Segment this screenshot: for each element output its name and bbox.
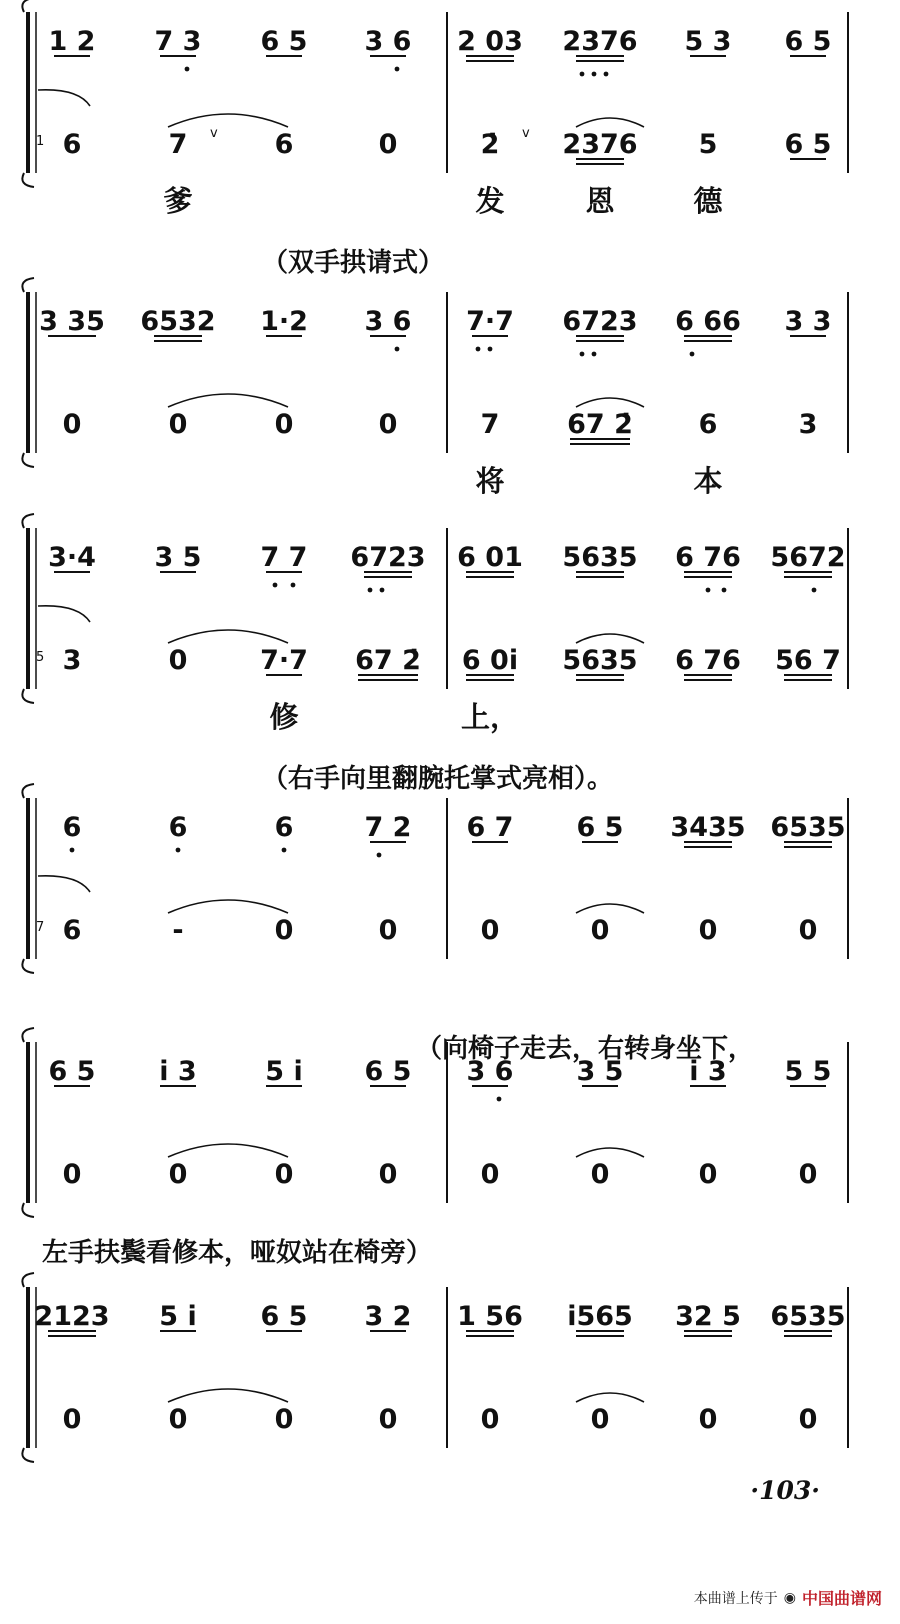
bottom-note: 0	[480, 915, 500, 946]
octave-dot	[377, 853, 382, 858]
stage-direction: （右手向里翻腕托掌式亮相）。	[262, 764, 614, 794]
top-note: 3 5	[576, 1056, 624, 1087]
stage-direction: （双手拱请式）	[262, 248, 445, 278]
octave-dot	[273, 583, 278, 588]
top-note: 6	[168, 812, 188, 843]
top-note: 5 i	[159, 1301, 197, 1332]
bottom-note: 67 2̇	[567, 409, 633, 440]
bottom-note: 0	[274, 915, 294, 946]
octave-dot	[604, 72, 609, 77]
top-note: 3·4	[48, 542, 96, 573]
breath-mark: v	[522, 126, 530, 141]
bottom-note: 0	[168, 409, 188, 440]
top-note: 6 5	[48, 1056, 96, 1087]
top-note: i565	[567, 1301, 633, 1332]
bottom-note: 0	[168, 645, 188, 676]
slur-arc	[168, 630, 288, 643]
bottom-note: 6 76	[675, 645, 741, 676]
bottom-note: 0	[62, 1404, 82, 1435]
top-note: 2 03	[457, 26, 523, 57]
bottom-note: 67 2̇	[355, 645, 421, 676]
stage-direction: 左手扶鬓看修本，哑奴站在椅旁）	[42, 1238, 433, 1268]
octave-dot	[70, 848, 75, 853]
top-note: 6 66	[675, 306, 741, 337]
top-note: 2123	[34, 1301, 110, 1332]
octave-dot	[185, 67, 190, 72]
bottom-note: 0	[378, 1159, 398, 1190]
slur-arc	[576, 1148, 644, 1157]
bracket-curl	[22, 1028, 34, 1042]
site-logo-icon: ◉	[783, 1589, 796, 1606]
bottom-note: 0	[590, 1159, 610, 1190]
top-note: 3 6	[364, 26, 412, 57]
bottom-note: 0	[590, 915, 610, 946]
lyric-char: 德	[693, 184, 723, 218]
bottom-note: 0	[378, 129, 398, 160]
lyric-char: 将	[475, 464, 505, 498]
slur-arc	[168, 1144, 288, 1157]
bottom-note: 0	[378, 409, 398, 440]
bottom-note: 0	[798, 1159, 818, 1190]
top-note: 6 01	[457, 542, 523, 573]
bottom-note: -	[172, 915, 184, 946]
top-note: 5 i	[265, 1056, 303, 1087]
bottom-note: 0	[62, 409, 82, 440]
top-note: 6723	[350, 542, 426, 573]
top-note: 5672	[770, 542, 846, 573]
octave-dot	[690, 352, 695, 357]
top-note: 3 35	[39, 306, 105, 337]
bracket-curl	[22, 959, 34, 973]
octave-dot	[722, 588, 727, 593]
octave-dot	[395, 347, 400, 352]
top-note: 3 3	[784, 306, 832, 337]
bracket-curl	[22, 514, 34, 528]
lyric-char: 发	[475, 184, 505, 218]
octave-dot	[395, 67, 400, 72]
bottom-note: 7	[480, 409, 500, 440]
bracket-curl	[22, 278, 34, 292]
bottom-note: 0	[480, 1404, 500, 1435]
top-note: 6535	[770, 812, 846, 843]
bottom-note: 6	[62, 915, 82, 946]
bottom-note: 0	[590, 1404, 610, 1435]
lyric-char: 爹	[163, 184, 193, 218]
top-note: 1·2	[260, 306, 308, 337]
octave-dot	[380, 588, 385, 593]
tie-curve	[38, 876, 90, 892]
top-note: i 3	[159, 1056, 197, 1087]
octave-dot	[497, 1097, 502, 1102]
octave-dot	[592, 352, 597, 357]
top-note: 5 5	[784, 1056, 832, 1087]
bottom-note: 2̇	[480, 129, 500, 160]
bottom-note: 0	[798, 1404, 818, 1435]
slur-arc	[576, 904, 644, 913]
top-note: 5635	[562, 542, 638, 573]
top-note: 6 5	[260, 1301, 308, 1332]
top-note: 3435	[670, 812, 746, 843]
octave-dot	[580, 72, 585, 77]
tie-curve	[38, 606, 90, 622]
bottom-note: 0	[698, 1159, 718, 1190]
bottom-note: 0	[798, 915, 818, 946]
bottom-note: 6 0i	[461, 645, 519, 676]
octave-dot	[488, 347, 493, 352]
footer-text: 本曲谱上传于	[693, 1590, 778, 1607]
top-note: 1 56	[457, 1301, 523, 1332]
top-note: 6 76	[675, 542, 741, 573]
slur-arc	[576, 398, 644, 407]
bottom-note: 3	[62, 645, 82, 676]
tie-curve	[38, 90, 90, 106]
bottom-note: 2376	[562, 129, 638, 160]
bracket-curl	[22, 1203, 34, 1217]
bottom-note: 6	[62, 129, 82, 160]
top-note: 3 6	[466, 1056, 514, 1087]
top-note: 6 5	[364, 1056, 412, 1087]
bracket-curl	[22, 784, 34, 798]
top-note: 3 5	[154, 542, 202, 573]
grace-note: 1	[36, 134, 45, 149]
bracket-curl	[22, 1448, 34, 1462]
bottom-note: 6 5	[784, 129, 832, 160]
bottom-note: 0	[480, 1159, 500, 1190]
bottom-note: 0	[378, 915, 398, 946]
bottom-note: 0	[274, 1159, 294, 1190]
top-note: 6535	[770, 1301, 846, 1332]
octave-dot	[592, 72, 597, 77]
bracket-curl	[22, 0, 34, 12]
top-note: 7 2	[364, 812, 412, 843]
bracket-curl	[22, 453, 34, 467]
slur-arc	[576, 634, 644, 643]
top-note: 6723	[562, 306, 638, 337]
slur-arc	[576, 118, 644, 127]
top-note: 6 5	[784, 26, 832, 57]
bottom-note: 0	[274, 409, 294, 440]
bottom-note: 0	[274, 1404, 294, 1435]
octave-dot	[176, 848, 181, 853]
slur-arc	[168, 394, 288, 407]
top-note: 7 3	[154, 26, 202, 57]
bottom-note: 0	[378, 1404, 398, 1435]
lyric-char: 本	[693, 464, 723, 498]
slur-arc	[168, 1389, 288, 1402]
top-note: 6532	[140, 306, 216, 337]
bottom-note: 7	[168, 129, 188, 160]
slur-arc	[576, 1393, 644, 1402]
top-note: 6	[274, 812, 294, 843]
top-note: 7·7	[466, 306, 514, 337]
bottom-note: 56 7	[775, 645, 841, 676]
bottom-note: 0	[698, 1404, 718, 1435]
top-note: 2376	[562, 26, 638, 57]
top-note: 3 6	[364, 306, 412, 337]
site-name: 中国曲谱网	[801, 1589, 882, 1608]
slur-arc	[168, 900, 288, 913]
bottom-note: 0	[168, 1159, 188, 1190]
top-note: 6 5	[260, 26, 308, 57]
octave-dot	[476, 347, 481, 352]
bracket-curl	[22, 173, 34, 187]
bottom-note: 6	[274, 129, 294, 160]
octave-dot	[291, 583, 296, 588]
bottom-note: 0	[698, 915, 718, 946]
slur-arc	[168, 114, 288, 127]
octave-dot	[368, 588, 373, 593]
bracket-curl	[22, 689, 34, 703]
top-note: i 3	[689, 1056, 727, 1087]
bottom-note: 6	[698, 409, 718, 440]
bottom-note: 7·7	[260, 645, 308, 676]
stage-direction: （向椅子走去，右转身坐下，	[416, 1034, 755, 1064]
lyric-char: 修	[269, 700, 299, 734]
page-number: ·103·	[750, 1476, 820, 1505]
octave-dot	[282, 848, 287, 853]
octave-dot	[580, 352, 585, 357]
footer-credit[interactable]	[694, 1586, 882, 1609]
top-note: 3 2	[364, 1301, 412, 1332]
top-note: 5 3	[684, 26, 732, 57]
bottom-note: 3	[798, 409, 818, 440]
top-note: 6 5	[576, 812, 624, 843]
bracket-curl	[22, 1273, 34, 1287]
breath-mark: v	[210, 126, 218, 141]
top-note: 1 2	[48, 26, 96, 57]
top-note: 32 5	[675, 1301, 741, 1332]
top-note: 7 7	[260, 542, 308, 573]
bottom-note: 5	[698, 129, 718, 160]
bottom-note: 0	[168, 1404, 188, 1435]
bottom-note: 5635	[562, 645, 638, 676]
grace-note: 5	[36, 650, 45, 665]
bottom-note: 0	[62, 1159, 82, 1190]
top-note: 6 7	[466, 812, 514, 843]
octave-dot	[812, 588, 817, 593]
lyric-char: 恩	[585, 184, 615, 218]
grace-note: 7	[36, 920, 45, 935]
top-note: 6	[62, 812, 82, 843]
lyric-char: 上，	[460, 700, 520, 734]
octave-dot	[706, 588, 711, 593]
